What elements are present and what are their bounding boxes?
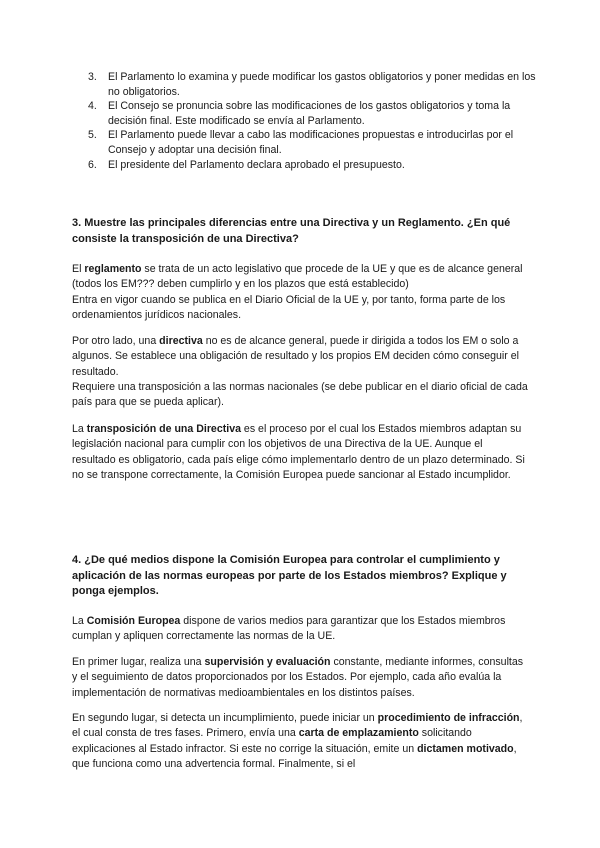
list-item-number: 3. xyxy=(88,71,97,83)
list-item-text: El presidente del Parlamento declara aprobado el presupuesto. xyxy=(108,158,405,171)
list-item-number: 5. xyxy=(88,129,97,142)
question-4-heading: 4. ¿De qué medios dispone la Comisión Europea para controlar el cumplimiento y aplicación de las normas europeas por parte de los Estados miembros? Explique y ponga ejemplos. xyxy=(72,554,507,597)
list-item-text: El Parlamento lo examina y puede modificar los gastos obligatorios y poner medidas en los no obligatorios. xyxy=(108,71,536,98)
list-item-number: 4. xyxy=(88,100,97,113)
term-comision-europea: Comisión Europea xyxy=(86,615,181,627)
q4-paragraph-comision: La Comisión Europea dispone de varios medios para garantizar que los Estados miembros cumplan y apliquen correctamente las normas de la UE. xyxy=(72,615,506,643)
q4-paragraph-infraccion: En segundo lugar, si detecta un incumplimiento, puede iniciar un procedimiento de infracción, el cual consta de tres fases. Primero, envía una carta de emplazamiento solicitando explicaciones al Estado infractor. Si este no corrige la situación, emite un dictamen motivado, que funciona como una advertencia formal. Finalmente, si el xyxy=(72,712,523,770)
list-item xyxy=(88,99,538,128)
term-directiva: directiva xyxy=(159,335,203,347)
term-reglamento: reglamento xyxy=(84,263,142,275)
list-item xyxy=(88,128,538,157)
q4-paragraph-supervision: En primer lugar, realiza una supervisión y evaluación constante, mediante informes, consultas y el seguimiento de datos proporcionados por los Estados. Por ejemplo, cada año evalúa la implementación de normativas medioambientales en los distintos países. xyxy=(72,656,524,699)
numbered-list-continuation xyxy=(88,70,538,172)
term-supervision: supervisión y evaluación xyxy=(204,656,331,668)
list-item xyxy=(88,70,538,99)
list-item-text: El Consejo se pronuncia sobre las modificaciones de los gastos obligatorios y toma la decisión final. Este modificado se envía al Parlamento. xyxy=(108,100,511,127)
term-procedimiento-infraccion: procedimiento de infracción xyxy=(377,712,520,724)
list-item-number: 6. xyxy=(88,158,97,171)
q3-paragraph-reglamento: El reglamento se trata de un acto legislativo que procede de la UE y que es de alcance general (todos los EM??? deben cumplirlo y en los plazos que está establecido) Entra en vigor cuando se publica en el Diario Oficial de la UE y, por tanto, forma parte de los ordenamientos jurídicos nacionales. xyxy=(72,263,523,321)
term-transposicion: transposición de una Directiva xyxy=(86,423,241,435)
list-item xyxy=(88,158,538,173)
term-carta-emplazamiento: carta de emplazamiento xyxy=(298,727,419,740)
list-item-text: El Parlamento puede llevar a cabo las modificaciones propuestas e introducirlas por el Consejo y adoptar una decisión final. xyxy=(108,129,514,156)
question-3-heading: 3. Muestre las principales diferencias entre una Directiva y un Reglamento. ¿En qué consiste la transposición de una Directiva? xyxy=(72,217,511,245)
q3-paragraph-transposicion: La transposición de una Directiva es el proceso por el cual los Estados miembros adaptan su legislación nacional para cumplir con los objetivos de una Directiva de la UE. Aunque el resultado es obligatorio, cada país elige cómo implementarlo dentro de un plazo determinado. Si no se transpone correctamente, la Comisión Europea puede sancionar al Estado incumplidor. xyxy=(72,423,525,481)
q3-paragraph-directiva: Por otro lado, una directiva no es de alcance general, puede ir dirigida a todos los EM o solo a algunos. Se establece una obligación de resultado y los propios EM deciden cómo conseguir el resultado. Requiere una transposición a las normas nacionales (se debe publicar en el diario oficial de cada país para que se pueda aplicar). xyxy=(72,335,528,409)
term-dictamen-motivado: dictamen motivado xyxy=(417,742,514,755)
